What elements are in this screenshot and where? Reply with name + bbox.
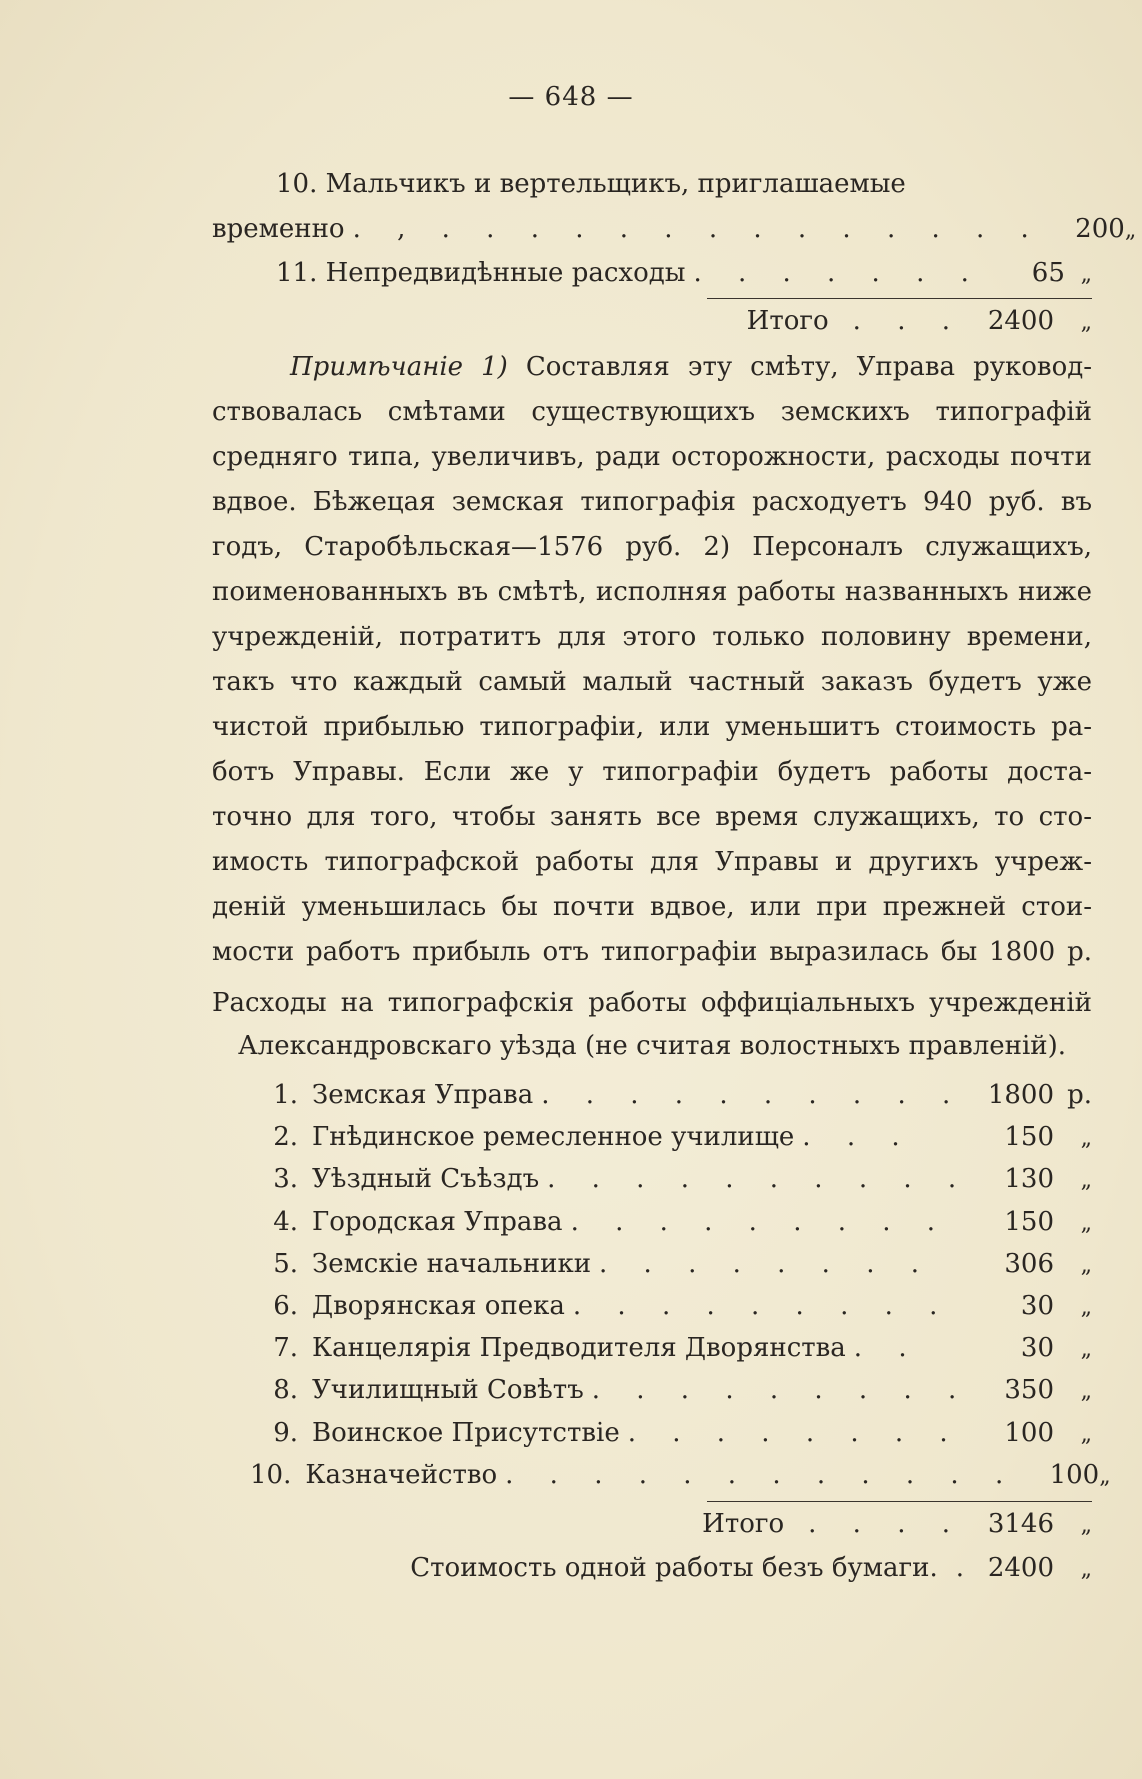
amount: 30 xyxy=(1020,1290,1054,1321)
list-item-label: Гнѣдинское ремесленное училище xyxy=(312,1122,795,1153)
list-item-continuation xyxy=(212,207,1137,252)
dot-leader: . . . . . . . xyxy=(693,258,983,288)
amount: 150 xyxy=(1004,1206,1054,1237)
ditto-mark: „ xyxy=(1080,309,1092,335)
amount: 30 xyxy=(1020,1333,1054,1364)
dot-leader: . . . . xyxy=(808,1508,964,1539)
list-item-label: Казначейство xyxy=(305,1459,498,1490)
dot-leader: . . . . . . . . . xyxy=(572,1290,952,1321)
list-item-label: Училищный Совѣтъ xyxy=(312,1375,584,1406)
ditto-mark: „ xyxy=(1080,1379,1092,1405)
cost-line xyxy=(214,1546,1092,1591)
ditto-mark: „ xyxy=(1080,1294,1092,1320)
dot-leader: . xyxy=(955,1553,964,1584)
ditto-mark: „ xyxy=(1080,1252,1092,1278)
ditto-mark: „ xyxy=(1080,1126,1092,1152)
item-number: 1. xyxy=(273,1080,298,1110)
ditto-mark: „ xyxy=(1099,1463,1111,1489)
list-item xyxy=(214,162,1092,207)
section-heading xyxy=(212,981,1092,1071)
dot-leader: . . . xyxy=(802,1122,914,1153)
note-line: ствовалась смѣтами существующихъ земскихъ типографій xyxy=(212,397,1092,427)
dot-leader: . . . xyxy=(852,305,964,336)
ditto-mark: „ xyxy=(1124,217,1137,243)
note-line: ботъ Управы. Если же у типографіи будетъ работы доста- xyxy=(212,757,1092,787)
list-item xyxy=(214,1200,1092,1242)
page-content xyxy=(212,162,1137,1591)
total-label: Итого xyxy=(746,305,829,336)
item-number: 8. xyxy=(273,1375,298,1406)
list-item-label: Дворянская опека xyxy=(312,1290,565,1321)
unit: р. xyxy=(1067,1080,1092,1110)
amount: 100 xyxy=(1049,1459,1100,1490)
list-item xyxy=(214,1115,1092,1157)
item-number: 10. xyxy=(250,1459,292,1490)
ditto-mark: „ xyxy=(1080,1557,1092,1583)
total-line xyxy=(214,299,1092,344)
amount: 65 xyxy=(1031,258,1065,288)
note-line: мости работъ прибыль отъ типографіи выразилась бы 1800 р. xyxy=(212,937,1092,967)
item-number: 5. xyxy=(273,1248,298,1279)
ditto-mark: „ xyxy=(1080,1168,1092,1194)
amount: 306 xyxy=(1004,1248,1054,1279)
list-item-label: Уѣздный Съѣздъ xyxy=(312,1164,540,1195)
total-amount: 2400 xyxy=(987,305,1054,336)
ditto-mark: „ xyxy=(1080,1512,1092,1538)
note-lead: Примѣчаніе 1) xyxy=(290,352,508,382)
ditto-mark: „ xyxy=(1080,1421,1092,1447)
list-item xyxy=(214,251,1092,296)
list-item xyxy=(214,1453,1111,1495)
list-item-label: Городская Управа xyxy=(312,1206,563,1237)
item-number: 6. xyxy=(273,1290,298,1321)
list-item xyxy=(214,1073,1092,1115)
note-line: годъ, Старобѣльская—1576 руб. 2) Персоналъ служащихъ, xyxy=(212,532,1092,562)
item-number: 7. xyxy=(273,1333,298,1364)
dot-leader: . . . . . . . . . . xyxy=(547,1164,971,1195)
note-line: точно для того, чтобы занять все время служащихъ, то сто- xyxy=(212,802,1092,832)
note-paragraph xyxy=(212,345,1092,975)
list-item-label: 10. Мальчикъ и вертельщикъ, приглашаемые xyxy=(276,169,906,199)
expense-list xyxy=(214,1073,1111,1495)
list-item-label: 11. Непредвидѣнные расходы xyxy=(276,258,686,288)
amount: 350 xyxy=(1004,1375,1054,1406)
item-number: 9. xyxy=(273,1417,298,1448)
heading-line: Александровскаго уѣзда (не считая волостныхъ правленій). xyxy=(237,1031,1066,1061)
list-item xyxy=(214,1242,1092,1284)
note-line: такъ что каждый самый малый частный заказъ будетъ уже xyxy=(212,667,1092,697)
page-number: — 648 — xyxy=(508,82,634,112)
list-item-label: Земская Управа xyxy=(312,1080,534,1110)
amount: 150 xyxy=(1004,1122,1054,1153)
note-line: деній уменьшилась бы почти вдвое, или при прежней стои- xyxy=(212,892,1092,922)
cost-amount: 2400 xyxy=(987,1553,1054,1584)
note-line: средняго типа, увеличивъ, ради осторожности, расходы почти xyxy=(212,442,1092,472)
item-number: 4. xyxy=(273,1206,298,1237)
item-number: 3. xyxy=(273,1164,298,1195)
dot-leader: . . . . . . . . . . . . xyxy=(505,1459,1018,1490)
list-item-label: Канцелярія Предводителя Дворянства xyxy=(312,1333,846,1364)
list-item xyxy=(214,1411,1092,1453)
total-line xyxy=(214,1502,1092,1547)
list-item xyxy=(214,1368,1092,1410)
dot-leader: . , . . . . . . . . . . . . . . xyxy=(352,213,1043,244)
dot-leader: . . . . . . . . . . xyxy=(541,1080,965,1110)
list-item-label: временно xyxy=(212,213,345,244)
amount: 100 xyxy=(1004,1417,1054,1448)
ditto-mark: „ xyxy=(1080,262,1092,287)
note-line: чистой прибылью типографіи, или уменьшитъ стоимость ра- xyxy=(212,712,1092,742)
ditto-mark: „ xyxy=(1080,1210,1092,1236)
list-item xyxy=(214,1326,1092,1368)
amount: 1800 xyxy=(987,1080,1054,1110)
amount: 200 xyxy=(1075,213,1125,244)
dot-leader: . . . . . . . . xyxy=(599,1248,934,1279)
cost-label: Стоимость одной работы безъ бумаги. xyxy=(410,1553,938,1584)
amount: 130 xyxy=(1004,1164,1054,1195)
dot-leader: . . xyxy=(853,1333,921,1364)
dot-leader: . . . . . . . . xyxy=(627,1417,962,1448)
dot-leader: . . . . . . . . . xyxy=(570,1206,950,1237)
total-amount: 3146 xyxy=(987,1508,1054,1539)
list-item xyxy=(214,1284,1092,1326)
list-item-label: Воинское Присутствіе xyxy=(312,1417,620,1448)
heading-line: Расходы на типографскія работы оффиціальныхъ учрежденій xyxy=(212,988,1092,1018)
note-line: поименованныхъ въ смѣтѣ, исполняя работы названныхъ ниже xyxy=(212,577,1092,607)
list-item xyxy=(214,1157,1092,1199)
note-line: имость типографской работы для Управы и другихъ учреж- xyxy=(212,847,1092,877)
list-item-label: Земскіе начальники xyxy=(312,1248,592,1279)
note-line: Примѣчаніе 1) Составляя эту смѣту, Управа руковод- xyxy=(290,352,1093,382)
item-number: 2. xyxy=(273,1122,298,1153)
note-line: учрежденій, потратитъ для этого только половину времени, xyxy=(212,622,1092,652)
dot-leader: . . . . . . . . . xyxy=(591,1375,971,1406)
note-line: вдвое. Бѣжецая земская типографія расходуетъ 940 руб. въ xyxy=(212,487,1092,517)
total-label: Итого xyxy=(702,1508,785,1539)
ditto-mark: „ xyxy=(1080,1337,1092,1363)
